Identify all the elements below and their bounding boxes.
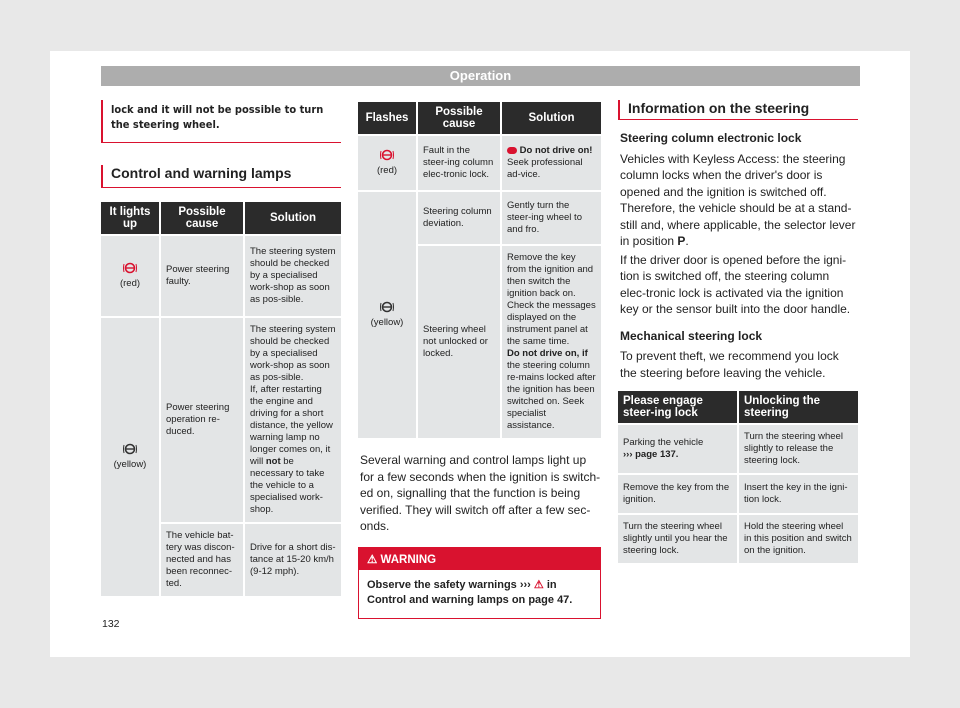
table-row xyxy=(618,475,858,513)
cause-cell: Power steering operation re-duced. xyxy=(161,318,243,522)
warning-triangle-icon: ⚠ xyxy=(533,578,544,591)
solution-text: Seek professional ad-vice. xyxy=(507,157,583,180)
table-cell: Turn the steering wheel slightly to release the steering lock. xyxy=(739,425,858,473)
lamp-color-label: (red) xyxy=(376,165,398,176)
lamp-cell xyxy=(101,318,159,596)
subheading-mechanical-lock: Mechanical steering lock xyxy=(620,328,763,343)
paragraph: Vehicles with Keyless Access: the steering column locks when the driver's door is opened and the ignition is switched off. Therefore, the vehicle should be at a stand-still and, where applicable, the selector lever in position P. xyxy=(620,151,856,248)
emphasis-text: not xyxy=(265,456,281,467)
paragraph: To prevent theft, we recommend you lock the steering before leaving the vehicle. xyxy=(620,349,839,380)
table-row xyxy=(618,425,858,473)
warning-label: WARNING xyxy=(380,553,437,566)
table-row xyxy=(618,515,858,563)
solution-text: If, after restarting the engine and driving for a short distance, the yellow warning lamp no longer comes on, it will xyxy=(250,384,333,467)
steering-lock-table xyxy=(616,389,860,565)
lamp-color-label: (yellow) xyxy=(113,459,147,470)
table-row xyxy=(358,192,601,244)
col-header: Flashes xyxy=(358,102,416,134)
left-column xyxy=(101,100,341,598)
section-title-steering: Information on the steering xyxy=(618,100,858,120)
continued-text: lock and it will not be possible to turn the steering wheel. xyxy=(101,100,341,143)
steering-info xyxy=(618,130,858,381)
steering-lock-yellow-icon xyxy=(380,301,394,313)
col-header: Please engage steer-ing lock xyxy=(618,391,737,423)
lamp-cell xyxy=(358,192,416,438)
col-header: Solution xyxy=(245,202,341,234)
table-row xyxy=(101,318,341,522)
emphasis-text: Do not drive on! xyxy=(519,145,593,156)
col-header: Unlocking the steering xyxy=(739,391,858,423)
subheading-electronic-lock: Steering column electronic lock xyxy=(620,131,802,145)
solution-cell: Gently turn the steer-ing wheel to and fro. xyxy=(502,192,601,244)
page-link[interactable]: ››› page 137. xyxy=(623,449,679,460)
table-cell: Hold the steering wheel in this position and switch on the ignition. xyxy=(739,515,858,563)
cause-cell: Steering wheel not unlocked or locked. xyxy=(418,246,500,438)
middle-column xyxy=(358,100,601,619)
warning-header xyxy=(359,548,600,570)
table-cell: Parking the vehicle ››› page 137. xyxy=(618,425,737,473)
link-arrows[interactable]: ››› xyxy=(519,578,531,591)
solution-cell: Drive for a short dis-tance at 15-20 km/h (9-12 mph). xyxy=(245,524,341,596)
section-title-control-lamps: Control and warning lamps xyxy=(101,165,341,188)
page-header: Operation xyxy=(101,66,860,86)
solution-text: be necessary to take the vehicle to a specialised work-shop. xyxy=(250,456,325,515)
flashing-lamps-table xyxy=(356,100,603,440)
solution-cell: The steering system should be checked by a specialised work-shop as soon as pos-sible. xyxy=(245,236,341,316)
table-cell: Remove the key from the ignition. xyxy=(618,475,737,513)
solution-text: The steering system should be checked by a specialised work-shop as soon as pos-sible. xyxy=(250,324,336,383)
lamp-cell xyxy=(358,136,416,190)
table-row xyxy=(101,236,341,316)
table-row xyxy=(358,136,601,190)
right-column xyxy=(618,100,858,565)
paragraph: If the driver door is opened before the igni-tion is switched off, the steering column elec-tronic lock is activated via the ignition key or the sensor built into the door handle. xyxy=(620,252,851,316)
lamp-color-label: (red) xyxy=(119,278,141,289)
cause-cell: Steering column deviation. xyxy=(418,192,500,244)
solution-cell xyxy=(245,318,341,522)
emphasis-text: Do not drive on, if xyxy=(507,348,588,359)
page-number: 132 xyxy=(102,618,120,630)
table-cell: Turn the steering wheel slightly until you hear the steering lock. xyxy=(618,515,737,563)
stop-icon xyxy=(507,147,517,154)
col-header: Possible cause xyxy=(161,202,243,234)
control-lamps-table xyxy=(99,200,343,598)
cause-cell: Fault in the steer-ing column elec-tronic lock. xyxy=(418,136,500,190)
lamp-color-label: (yellow) xyxy=(370,317,404,328)
steering-warning-yellow-icon xyxy=(123,443,137,455)
warning-box xyxy=(358,547,601,619)
steering-lock-red-icon xyxy=(380,149,394,161)
col-header: Solution xyxy=(502,102,601,134)
cause-cell: The vehicle bat-tery was discon-nected and has been reconnec-ted. xyxy=(161,524,243,596)
table-cell: Insert the key in the igni-tion lock. xyxy=(739,475,858,513)
cause-cell: Power steering faulty. xyxy=(161,236,243,316)
warning-triangle-icon: ⚠ xyxy=(367,553,378,566)
solution-cell xyxy=(502,246,601,438)
lamp-cell xyxy=(101,236,159,316)
solution-text: Remove the key from the ignition and then switch the ignition back on. Check the messages displayed on the instrument panel at the same time. xyxy=(507,252,596,347)
solution-text: the steering column re-mains locked after the ignition has been switched on. Seek specialist assistance. xyxy=(507,360,596,431)
col-header: It lights up xyxy=(101,202,159,234)
intro-paragraph: Several warning and control lamps light up for a few seconds when the ignition is switch-ed on, signalling that the function is being verified. They will switch off after a few sec-onds. xyxy=(360,453,601,533)
warning-text: Observe the safety warnings ››› ⚠ in Control and warning lamps on page 47. xyxy=(367,578,573,606)
steering-warning-red-icon xyxy=(123,262,137,274)
col-header: Possible cause xyxy=(418,102,500,134)
solution-cell xyxy=(502,136,601,190)
